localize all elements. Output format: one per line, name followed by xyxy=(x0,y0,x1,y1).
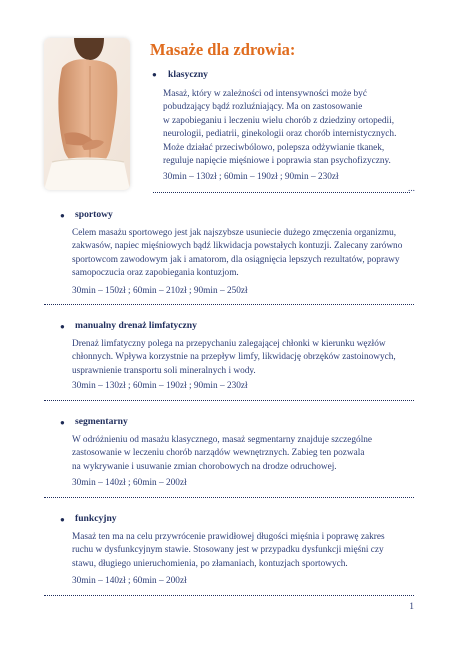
text-line: stawu, długiego unieruchomienia, po złamaniach, kontuzjach sportowych. xyxy=(72,558,348,569)
bullet-icon: ● xyxy=(60,418,65,427)
section-heading-funkcyjny: funkcyjny xyxy=(75,513,117,524)
section-heading-sportowy: sportowy xyxy=(75,209,113,220)
text-line: Celem masażu sportowego jest jak najszybsze usuniecie dużego zmęczenia organizmu, xyxy=(72,228,397,238)
bullet-icon: ● xyxy=(60,322,65,331)
text-line: samopoczucia oraz zapobiegania kontuzjom. xyxy=(72,268,239,279)
section-price-funkcyjny: 30min – 140zł ; 60min – 200zł xyxy=(72,576,187,586)
text-line: pobudzający bądź rozluźniający. Ma on zastosowanie xyxy=(163,102,363,113)
text-line: usprawnienie transportu soli mineralnych i wody. xyxy=(72,365,256,376)
text-line: w zapobieganiu i leczeniu wielu chorób z dziedziny ortopedii, xyxy=(163,115,395,126)
separator xyxy=(153,192,410,193)
text-line: na wykrywanie i usuwanie zmian chorobowych na drodze odruchowej. xyxy=(72,461,337,472)
separator xyxy=(44,497,414,498)
section-body-funkcyjny xyxy=(72,531,422,571)
text-line: Masaż, który w zależności od intensywności może być xyxy=(163,89,367,99)
section-heading-klasyczny: klasyczny xyxy=(168,69,208,80)
section-heading-drenaz: manualny drenaż limfatyczny xyxy=(75,320,197,331)
massage-photo xyxy=(44,38,130,190)
page-title: Masaże dla zdrowia: xyxy=(150,40,296,59)
text-line: chłonnych. Wpływa korzystnie na przepływ limfy, likwidację obrzęków zastoinowych, xyxy=(72,352,396,363)
section-body-sportowy xyxy=(72,227,422,281)
text-line: W odróżnieniu od masażu klasycznego, masaż segmentarny znajduje szczególne xyxy=(72,435,373,445)
separator-ellipsis: ... xyxy=(408,184,415,194)
text-line: Masaż ten ma na celu przywrócenie prawidłowej długości mięśnia i poprawę zakres xyxy=(72,532,385,542)
section-body-klasyczny xyxy=(163,88,433,168)
section-price-klasyczny: 30min – 130zł ; 60min – 190zł ; 90min – 230zł xyxy=(163,172,339,182)
massage-back-photo-icon xyxy=(44,38,130,190)
text-line: ruchu w dysfunkcyjnym stawie. Stosowany jest w przypadku dysfunkcji mięśni czy xyxy=(72,545,384,556)
page-number: 1 xyxy=(409,602,414,612)
separator xyxy=(44,304,414,305)
bullet-icon: ● xyxy=(152,70,157,79)
section-price-drenaz: 30min – 130zł ; 60min – 190zł ; 90min – 230zł xyxy=(72,381,248,391)
section-heading-segmentarny: segmentarny xyxy=(75,416,128,427)
separator xyxy=(44,400,414,401)
bullet-icon: ● xyxy=(60,211,65,220)
text-line: zastosowanie w leczeniu chorób narządów wewnętrznych. Zabieg ten pozwala xyxy=(72,448,365,459)
text-line: sportowcom zawodowym jak i amatorom, dla osiągnięcia lepszych rezultatów, poprawy xyxy=(72,254,400,265)
text-line: Drenaż limfatyczny polega na przepychaniu zalegającej chłonki w kierunku węzłów xyxy=(72,339,386,349)
section-body-drenaz xyxy=(72,338,422,378)
bullet-icon: ● xyxy=(60,515,65,524)
text-line: neurologii, pediatrii, ginekologii oraz chorób internistycznych. xyxy=(163,129,397,140)
section-body-segmentarny xyxy=(72,434,422,474)
text-line: Może działać przeciwbólowo, polepsza odżywianie tkanek, xyxy=(163,142,385,153)
separator xyxy=(44,595,414,596)
text-line: reguluje napięcie mięśniowe i poprawia stan psychofizyczny. xyxy=(163,156,391,167)
text-line: zakwasów, napiec mięśniowych bądź likwidacja powstałych kontuzji. Zalecany zarówno xyxy=(72,241,403,252)
section-price-sportowy: 30min – 150zł ; 60min – 210zł ; 90min – 250zł xyxy=(72,286,248,296)
section-price-segmentarny: 30min – 140zł ; 60min – 200zł xyxy=(72,478,187,488)
